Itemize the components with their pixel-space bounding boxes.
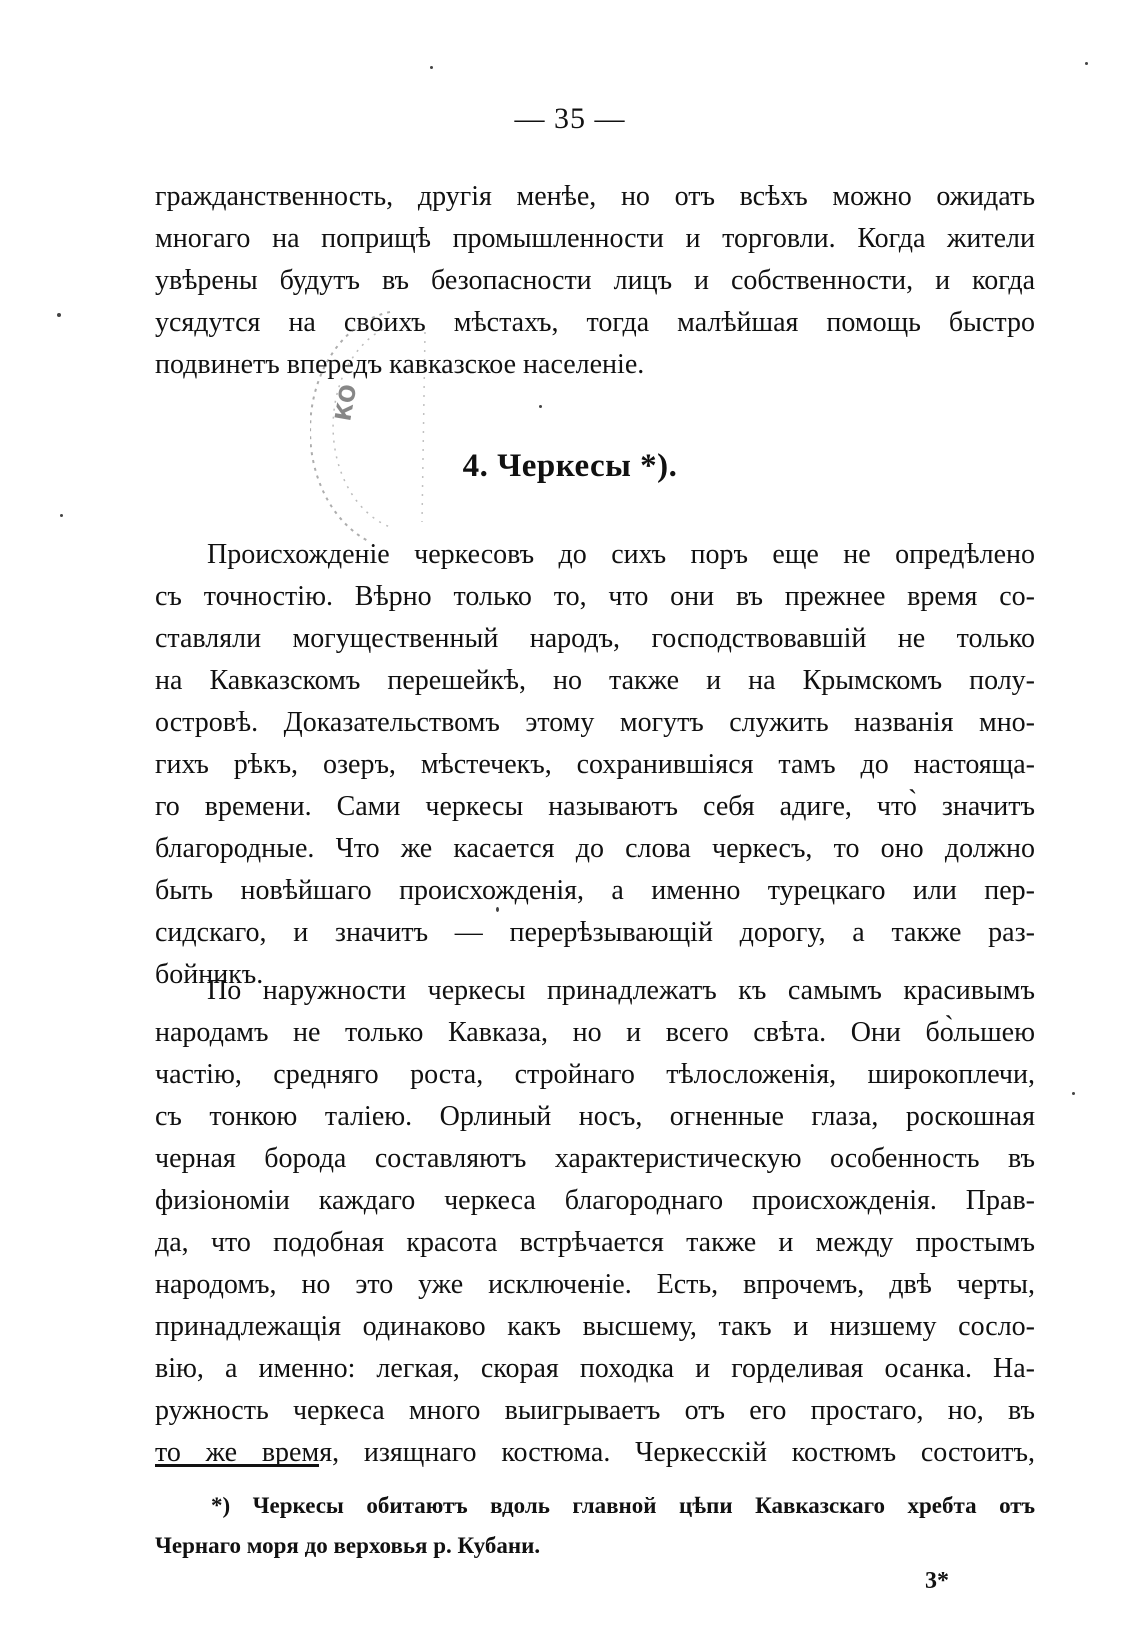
speck [539,405,542,408]
text-line: на Кавказскомъ перешейкѣ, но также и на Крымскомъ полу- [155,665,1035,696]
text-line: го времени. Сами черкесы называютъ себя адиге, что̀ значитъ [155,791,1035,822]
paragraph-3 [155,970,1035,1474]
footnote-line: *) Черкесы обитаютъ вдоль главной цѣпи Кавказскаго хребта отъ [211,1493,1035,1518]
text-line: бойникъ. [155,959,264,990]
footnote-line: Чернаго моря до верховья р. Кубани. [155,1533,541,1558]
text-line: народомъ, но это уже исключеніе. Есть, впрочемъ, двѣ черты, [155,1269,1035,1300]
text-line: гражданственность, другія менѣе, но отъ всѣхъ можно ожидать [155,181,1035,212]
text-line: сидскаго, и значитъ — перерѣзывающій дорогу, а также раз- [155,917,1035,948]
footnote-divider [155,1464,319,1467]
signature-mark: 3* [925,1568,949,1594]
text-line: ставляли могущественный народъ, господствовавшій не только [155,623,1035,654]
text-line: физіономіи каждаго черкеса благороднаго происхожденія. Прав- [155,1185,1035,1216]
speck [60,514,63,517]
text-line: Происхожденіе черкесовъ до сихъ поръ еще не опредѣлено [207,539,1035,570]
paragraph-2 [155,534,1035,996]
speck [57,313,61,317]
text-line: принадлежащія одинаково какъ высшему, такъ и низшему сосло- [155,1311,1035,1342]
speck [430,66,433,69]
text-line: частію, средняго роста, стройнаго тѣлосложенія, широкоплечи, [155,1059,1035,1090]
text-line: усядутся на своихъ мѣстахъ, тогда малѣйшая помощь быстро [155,307,1035,338]
text-line: да, что подобная красота встрѣчается также и между простымъ [155,1227,1035,1258]
stamp-text: КО [331,382,363,424]
text-line: съ точностію. Вѣрно только то, что они въ прежнее время со- [155,581,1035,612]
page-number: — 35 — [514,102,626,135]
text-line: вію, а именно: легкая, скорая походка и горделивая осанка. На- [155,1353,1035,1384]
footnote [155,1486,1035,1566]
text-line: то же время, изящнаго костюма. Черкесскій костюмъ состоитъ, [155,1437,1035,1468]
text-line: гихъ рѣкъ, озеръ, мѣстечекъ, сохранившіяся тамъ до настояща- [155,749,1035,780]
text-line: съ тонкою таліею. Орлиный носъ, огненные глаза, роскошная [155,1101,1035,1132]
text-line: черная борода составляютъ характеристическую особенность въ [155,1143,1035,1174]
text-line: быть новѣйшаго происхожденія, а именно турецкаго или пер- [155,875,1035,906]
text-line: По наружности черкесы принадлежатъ къ самымъ красивымъ [207,975,1035,1006]
section-heading: 4. Черкесы *). [462,448,678,484]
text-line: народамъ не только Кавказа, но и всего свѣта. Они бо̀льшею [155,1017,1035,1048]
text-line: островѣ. Доказательствомъ этому могутъ служить названія мно- [155,707,1035,738]
text-line: подвинетъ впередъ кавказское населеніе. [155,349,645,380]
speck [496,907,499,912]
speck [1085,62,1088,65]
text-line: увѣрены будутъ въ безопасности лицъ и собственности, и когда [155,265,1035,296]
text-line: ружность черкеса много выигрываетъ отъ его простаго, но, въ [155,1395,1035,1426]
paragraph-1 [155,176,1035,386]
text-line: благородные. Что же касается до слова черкесъ, то оно должно [155,833,1035,864]
speck [1072,1092,1075,1095]
text-line: многаго на поприщѣ промышленности и торговли. Когда жители [155,223,1035,254]
